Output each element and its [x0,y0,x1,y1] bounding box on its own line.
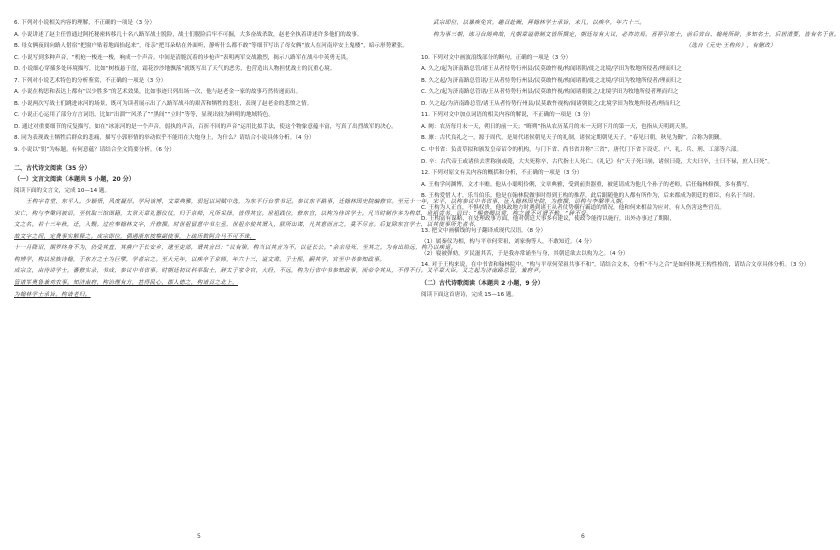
text-line: A. 小说讲述了赵主任曾通过阿托秘密转移几十名八路军战士脱险，战士们脱险后牢不可掘，大多奋战杀敌，赵老全执着讲述许多他们的故事。 [14,31,363,38]
text-line: 构博学，构以世族诗翰，于东方之士为巨擘，学者宗之。至大元年，以疾卒于京师，年六十三，谥文肃。子士熙，嗣其学，官至中书参知政事。 [14,256,386,263]
text-line: 10. 下列对文中画波浪线部分的断句，正确的一项是（3 分） [421,54,572,61]
text-line: C. 小说写到多种声音，“机枪一梭连一梭，响成一个声音。中间是清脆沉着的步枪声”表明两军交战激烈，揭示八路军在战斗中英勇无畏。 [14,54,352,61]
text-line: A. 阙：农历每月末一天，朔日的前一天；“晦朔”指从农历某月的末一天到下月的第一天，也指从天明到天黑。 [421,123,692,130]
text-line: D. 王构富有谋略，在处理政事方面，他对朝廷大事多有建议，使政令能得以施行，出外办事过了期限， [421,216,675,223]
text-line: （2）寝被弹劾，歹民滋其苦，于是我亦常诵坐与身，其朝廷欲去以构为之。（4 分） [421,250,629,257]
text-line: B. 母女俩夜间向路人借宿“把窗户贴着地面抬起来”，母亲“把耳朵贴在外面听，静听什么都不敢”等细节写出了母女俩“放人在河南岸安上鬼楼”，暗示形势紧张。 [14,43,408,50]
text-line: 王构字肯堂，东平人。少颖悟，风度凝厚。学问该博，文章典雅，弱冠以词赋中选，为东平行台掌书记。参议东平路事，迁翰林国史院编修官。至元十一年，宋平，以构参议中书省事，征入翰林国史院，为修撰，诏构与李槃等入朝。 [26,199,628,206]
text-line: C. 中书省：负责草拟和颁发皇帝诏令的机构，与门下省、尚书省并称“三省”，唐代门下省下设吏、户、礼、兵、刑、工部等六部。 [421,147,742,154]
text-line: 故文字之间，定费事实解释之。成宗即位，偶遇浙东按察副使事，上疏历数阿合马不可不诛， [14,233,256,240]
text-line: 成宗立，由待讲学士，蕃修实录，书成，参议中书省事。时朝廷初议科举取士，辞太子家令官，大经，不远，构为行省中书参知政事，而帝令其从，不得不行。又平章大臣，又之起为济南路总管，兼府尹。 [14,268,545,275]
text-line: 构为事三朝，练习台阁典故，凡朝章谥册制文皆所撰定，朝廷每有大议，必咨访焉。喜荐引寒士，前后省台、翰苑所辟，多知名士，后居清要，皆有名于世。 [433,31,840,38]
text-line: 武宗即位，以暴疾免官，趣召赴阙，拜翰林学士承旨，未几，以疾卒，年六十三。 [433,20,646,26]
text-line: C. 小说正心运用了部分方言词语，比如“出溜”“风杀了”“黑间”“立时”等等，显现出较为鲜明的地域特色。 [14,112,274,119]
text-line: D. 通过对重要细节的反复描写，如在“冰冻河的是一个声音，弱执的声音，百折不回的声音”运用比拟手法，使这个物象意蕴丰富，写真了出烈战军的决心。 [14,123,397,130]
text-line: 管诸军奥鲁兼劝农事。知济南府，构治理有方，甚得民心，郡人德之，构请召之北上， [14,280,238,287]
text-line: 为翰林学士承旨。构请老归。 [14,291,91,298]
text-line: 阅读下面这首唐诗，完成 15—16 题。 [421,291,518,298]
text-line: A. 王构学问渊博，文才丰赡。他从小聪明伶俐，文章典雅，受到前贵器重，被延请成为他几个孙子的老师，后任翰林修撰，多有撰写。 [421,181,753,188]
text-line: 十一月降诏，期罗终身不为，仍受其直，其凿户于长安乡，逮至吏部，谓其言曰：“议有第，构当以其言为不。以征长公。”余亲母死，至其之。为有出给远，构乃以疾退。 [14,245,457,252]
text-line: 12. 下列对原文有关内容的概括和分析，不正确的一项是（3 分） [421,170,583,177]
text-line: 6. 下列对小说相关内容的理解，不正确的一项是（3 分） [14,20,156,26]
text-line: 8. 同为表现战士牺牲后群众的悲痛，描写小郭形情的举动似乎不能用在大炮身上，为什么？请结合小说具体分析。（4 分） [14,135,315,142]
page-number-right: 6 [581,533,585,540]
text-line: 14. 对于王构来说，在中书省和翰林院中，“构与平章何荣祖共事不和”，请结合文本，分析“不与之合”是如何体现王构性格的，请结合文章具体分析。（3 分） [421,262,810,269]
text-line: B. 王构爱惜人才，乐当伯乐。他是在翰林院做事时得到王构的推荐，此后跟随他的人都有所作为，后来都成为朝廷的重臣，有名于当时。 [421,193,759,200]
text-line: C. 久之/起为济南路总管诸/王从者恃势行州县/民莫敢忤视/构闻诸朝徙之/北境学田为牧地所侵者理而归之 [421,89,679,96]
text-line: B. 久之起/为济南路总管诸/王从者恃势行州县/民莫敢忤视/构闻诸朝/徙之北境/学田为牧地所侵者/理而归之 [421,77,683,84]
text-line: 文之名。若十三年秋，迁，入觐。过应奉翰林文字，升修撰。时世祖留意中书左丞，世祖亦使其谓入，朕所出谋，凡其意而言之，莫不尽言。后复除东宫学士，以其使事所先者书， [14,222,480,229]
page-number-left: 5 [197,533,201,540]
text-line: 宋亡，构与李槃同被诏，至杭取三馆图籍，太常天章礼器仪仗，归于京师，凡所采择，皆得其宜。世祖践位，修东宫，以构为侍讲学士。凡当时制作多为构草，世祖尝书，诏曰：“赐赍卿以赏，构之诚不可谓不勤。”辞不受。 [14,210,593,217]
text-line: D. 小说细心穿插多处环境描写，比如“树枝悬于崖，霜花沙沙地飘落”就既写出了天气的恶劣，也营造出人物担忧战士的沉重心境。 [14,66,336,73]
text-line: D. 久之起/为济南路总管/诸王从者恃势行州县/民莫敢忤视构/闻诸朝徙之/北境学田为牧地所侵者/理而归之 [421,100,681,107]
text-line: 二、古代诗文阅读（35 分） [14,164,91,172]
right-page-text [421,18,840,301]
text-line: （二）古代诗歌阅读（本题共 2 小题，9 分） [421,280,544,288]
text-line: （选自《元史·王构传》，有删改） [685,43,776,50]
text-line: A. 小说在构思和表达上都有“以少胜多”的艺术效果，比如事迹只列出场一次，他与赵老金一家的故事巧然传递而出。 [14,89,302,96]
text-line: 9. 小说以“钥”为标题，有何意蕴？请结合全文简要分析。（6 分） [14,147,175,154]
text-line: 7. 下列对小说艺术特色的分析鉴赏，不正确的一项是（3 分） [14,77,167,84]
text-line: 阅读下面的文言文，完成 10—14 题。 [14,187,111,194]
text-line: （一）文言文阅读（本题共 5 小题，20 分） [14,176,135,184]
text-line: 11. 下列对文中加点词语的相关内容的解说，不正确的一项是（3 分） [421,112,594,119]
text-line: B. 小说两次写战士们跳进冰河的场景，既可为读者展示出了八路军战斗的艰苦和牺牲的悲壮，表现了赵老金的悲愤之情。 [14,100,313,107]
right-page [397,0,840,550]
text-line: 13. 把文中画横线的句子翻译成现代汉语。（8 分） [421,227,547,234]
text-line: （1）属秦仪为相，构与平章何荣祖，刘家驹等人，不敢知近。（4 分） [421,239,595,246]
text-line: A. 久之/起为济南路总管/诸王从者恃势行州县/民莫敢忤视/构闻诸朝/徙之北境/学田为牧地所侵者/理而归之 [421,66,683,73]
text-line: B. 廪：古代良礼之一，源于周代，是周代诸侯朝见天子的礼制，诸侯定期朝见天子，“春见曰朝，秋见为觐”，合称为朝觐。 [421,135,726,142]
text-line: D. 卒：古代帝王或诸侯去世称崩或薨，大夫死称卒，古代指士人死亡。《礼记》有“天子死曰崩，诸侯曰薨，大夫曰卒，士曰不禄，庶人曰死”。 [421,158,774,165]
text-line: C. 王构为人正直，不惧权贵，他执政地方时遇到诸王从者仗势横行霸道的情况，他和何来相益为应对，有人伤害这些官员。 [421,204,725,211]
